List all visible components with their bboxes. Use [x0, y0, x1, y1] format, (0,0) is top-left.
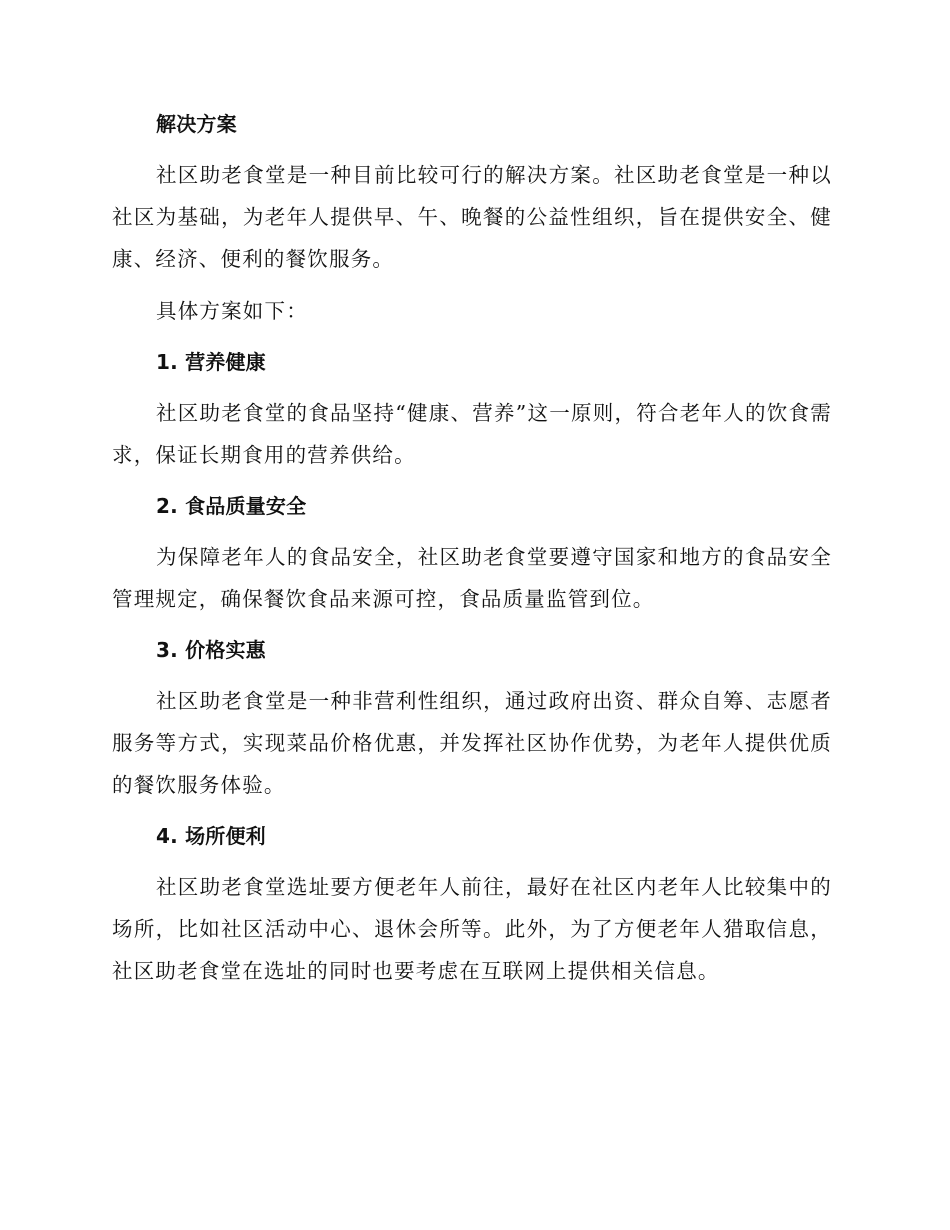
document-page — [112, 104, 832, 1002]
item-heading-convenient-location: 4. 场所便利 — [156, 824, 266, 848]
intro-paragraph: 社区助老食堂是一种目前比较可行的解决方案。社区助老食堂是一种以社区为基础，为老年人提供早、午、晚餐的公益性组织，旨在提供安全、健康、经济、便利的餐饮服务。 — [112, 163, 832, 271]
item-heading-affordable-price: 3. 价格实惠 — [156, 638, 266, 662]
item-body-affordable-price: 社区助老食堂是一种非营利性组织，通过政府出资、群众自筹、志愿者服务等方式，实现菜品价格优惠，并发挥社区协作优势，为老年人提供优质的餐饮服务体验。 — [112, 689, 832, 797]
section-title: 解决方案 — [156, 112, 237, 136]
plan-intro-paragraph: 具体方案如下： — [156, 299, 308, 323]
item-heading-nutrition: 1. 营养健康 — [156, 350, 266, 374]
item-body-food-safety: 为保障老年人的食品安全，社区助老食堂要遵守国家和地方的食品安全管理规定，确保餐饮食品来源可控，食品质量监管到位。 — [112, 545, 832, 611]
item-body-convenient-location: 社区助老食堂选址要方便老年人前往，最好在社区内老年人比较集中的场所，比如社区活动中心、退休会所等。此外，为了方便老年人猎取信息，社区助老食堂在选址的同时也要考虑在互联网上提供相关信息。 — [112, 875, 832, 983]
item-body-nutrition: 社区助老食堂的食品坚持“健康、营养”这一原则，符合老年人的饮食需求，保证长期食用的营养供给。 — [112, 401, 832, 467]
item-heading-food-safety: 2. 食品质量安全 — [156, 494, 307, 518]
